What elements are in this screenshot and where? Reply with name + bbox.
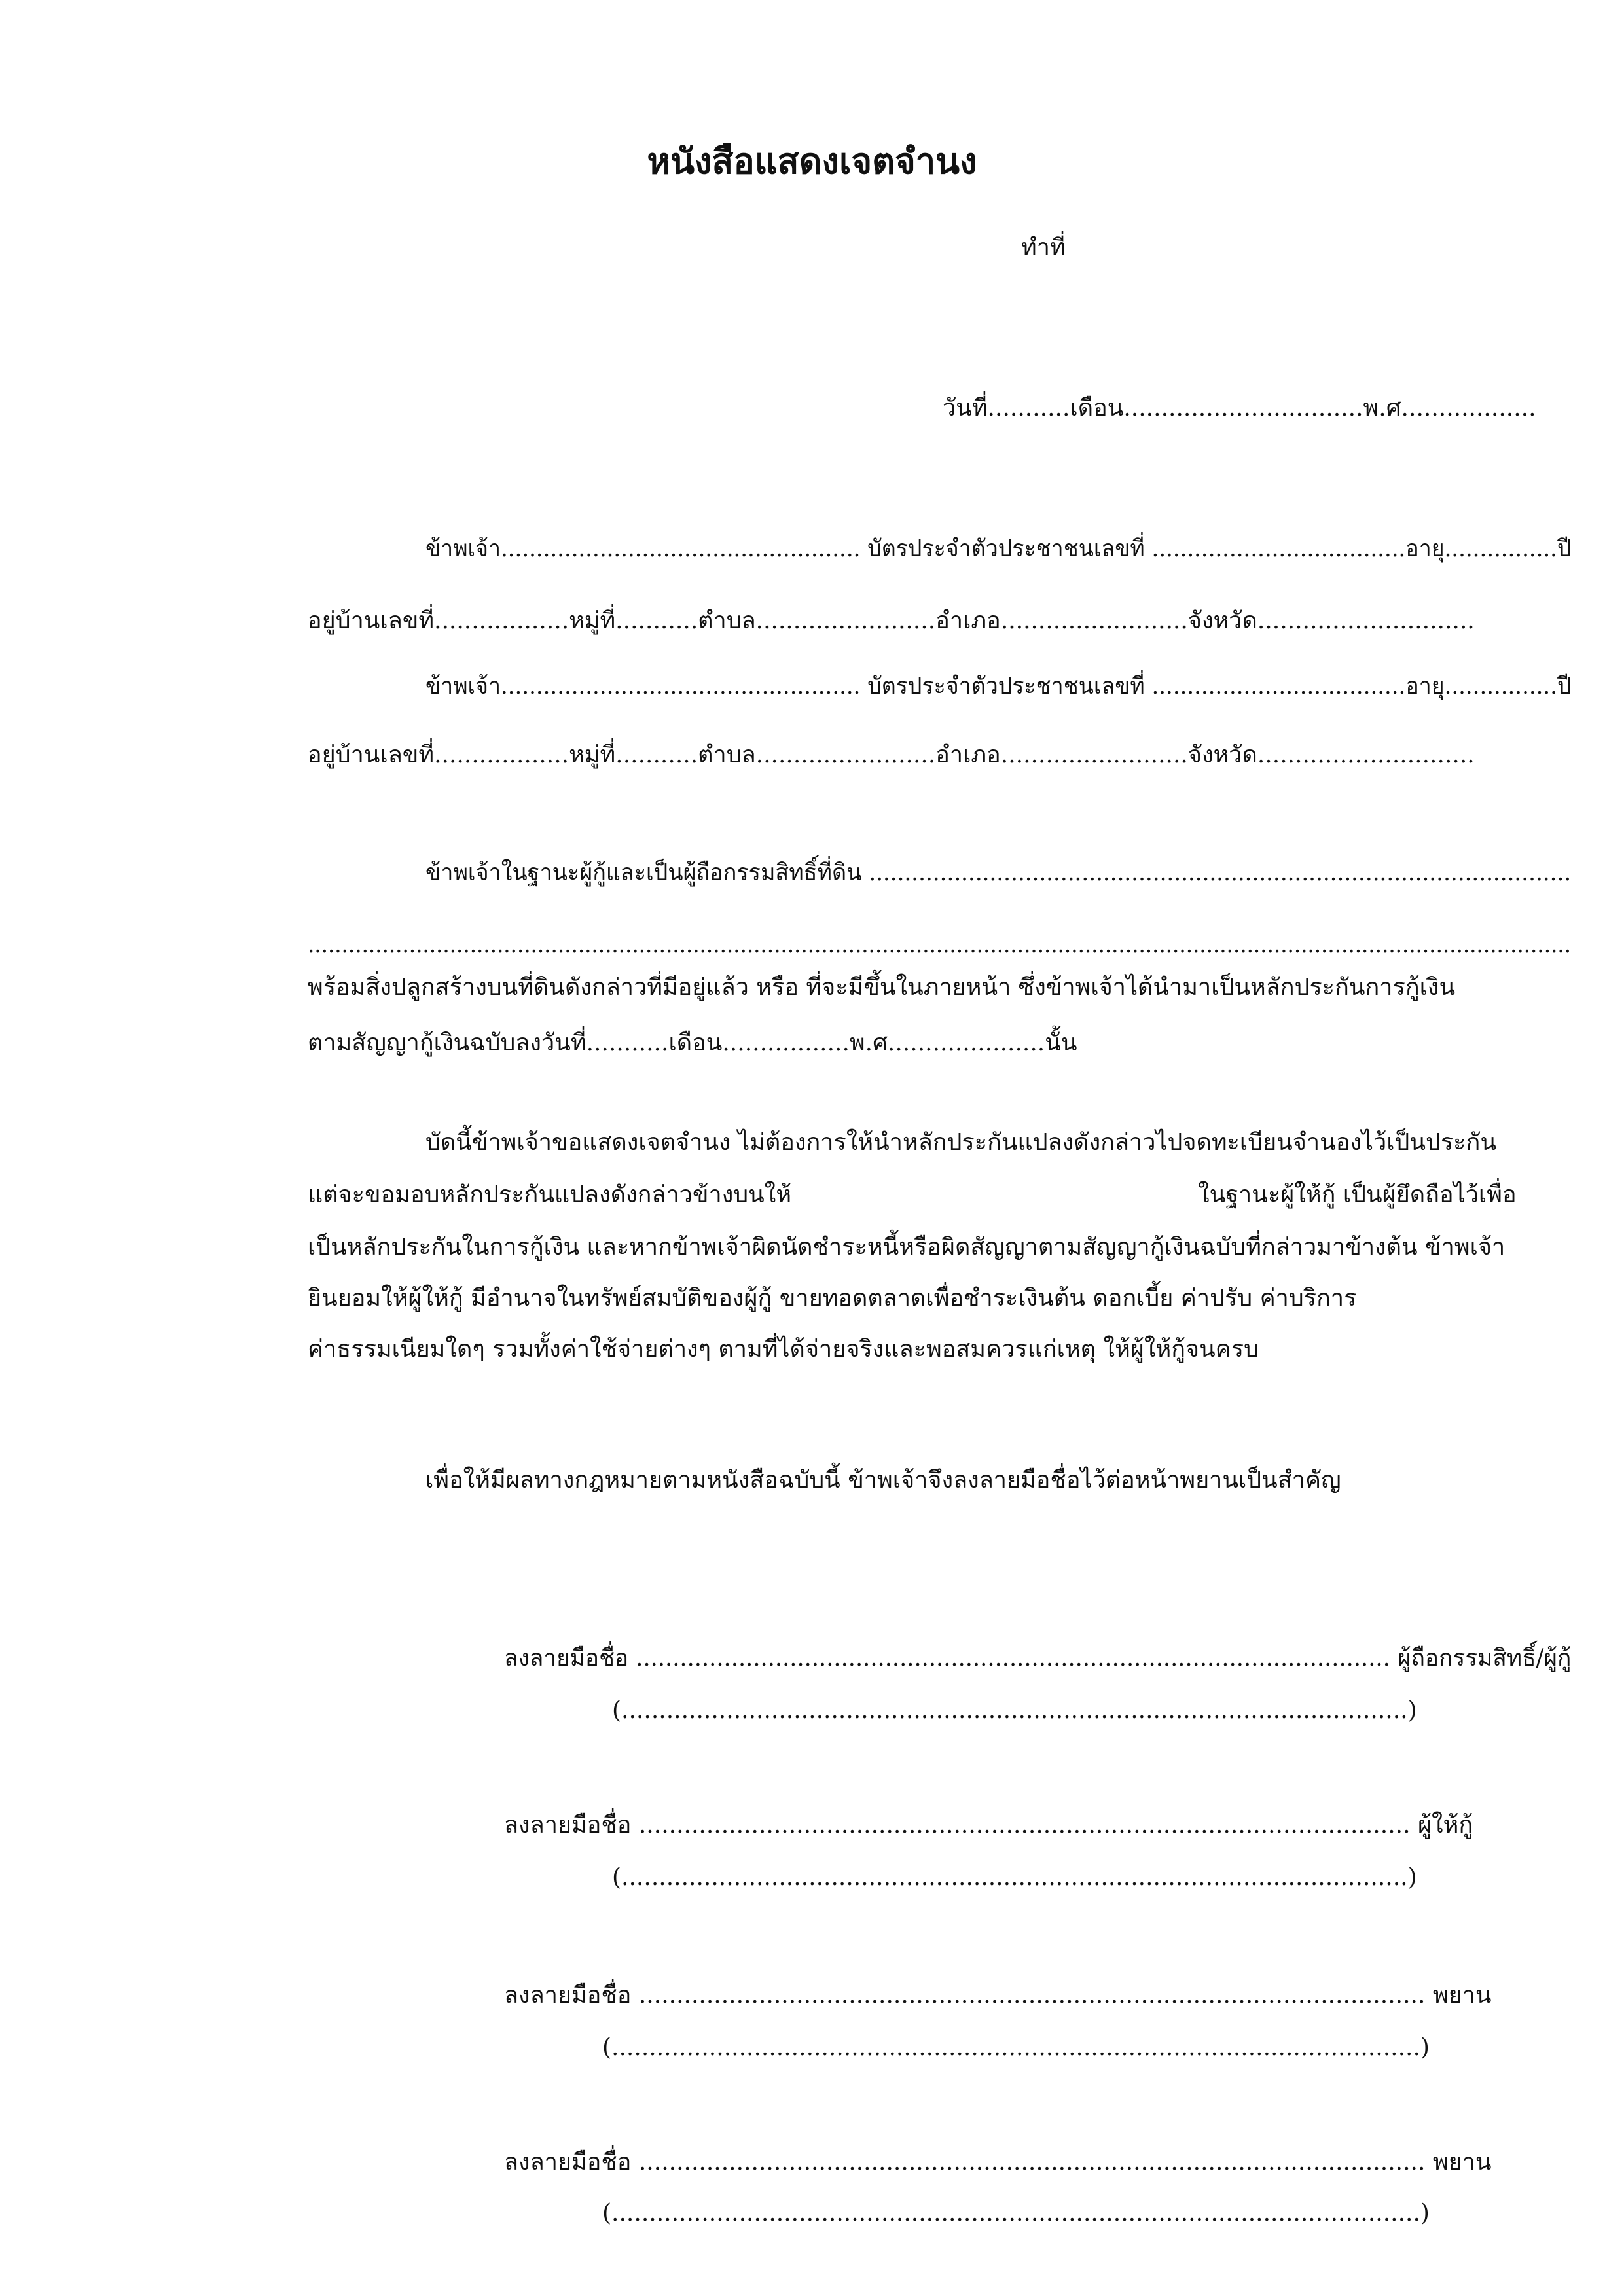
signature-name-witness-1: (............................................................................................................) <box>602 2034 1430 2061</box>
land-line-2: ........................................................................................................................................................................................... <box>308 931 1571 958</box>
land-line-3: พร้อมสิ่งปลูกสร้างบนที่ดินดังกล่าวที่มีอยู่แล้ว หรือ ที่จะมีขึ้นในภายหน้า ซึ่งข้าพเจ้าได้นำมาเป็นหลักประกันการกู้เงิน <box>308 974 1456 1001</box>
party-1-line-2: อยู่บ้านเลขที่..................หมู่ที่...........ตำบล........................อำเภอ.........................จังหวัด............................. <box>308 607 1475 634</box>
signature-line-witness-2: ลงลายมือชื่อ ......................................................................................................... พยาน <box>504 2149 1492 2176</box>
intent-line-3: เป็นหลักประกันในการกู้เงิน และหากข้าพเจ้าผิดนัดชำระหนี้หรือผิดสัญญาตามสัญญากู้เงินฉบับที่กล่าวมาข้างต้น ข้าพเจ้า <box>308 1234 1506 1261</box>
party-1-line-1: ข้าพเจ้า................................................... บัตรประจำตัวประชาชนเลขที่ ....................................อายุ................ปี <box>425 535 1572 562</box>
signature-line-witness-1: ลงลายมือชื่อ ......................................................................................................... พยาน <box>504 1982 1492 2009</box>
intent-line-1: บัดนี้ข้าพเจ้าขอแสดงเจตจำนง ไม่ต้องการให้นำหลักประกันแปลงดังกล่าวไปจดทะเบียนจำนองไว้เป็นประกัน <box>425 1129 1496 1156</box>
intent-line-2a: แต่จะขอมอบหลักประกันแปลงดังกล่าวข้างบนให้ <box>308 1181 792 1208</box>
party-2-line-2: อยู่บ้านเลขที่..................หมู่ที่...........ตำบล........................อำเภอ.........................จังหวัด............................. <box>308 742 1475 768</box>
land-line-1: ข้าพเจ้าในฐานะผู้กู้และเป็นผู้ถือกรรมสิทธิ์ที่ดิน ................................................................................................... <box>425 859 1572 886</box>
signature-name-lender: (.........................................................................................................) <box>612 1864 1417 1891</box>
intent-line-2b: ในฐานะผู้ให้กู้ เป็นผู้ยึดถือไว้เพื่อ <box>1198 1181 1517 1208</box>
date-line: วันที่...........เดือน................................พ.ศ.................. <box>943 395 1536 422</box>
signature-name-owner-borrower: (.........................................................................................................) <box>612 1697 1417 1724</box>
document-title: หนังสือแสดงเจตจำนง <box>647 140 977 182</box>
signature-name-witness-2: (............................................................................................................) <box>602 2200 1430 2227</box>
signature-line-lender: ลงลายมือชื่อ ....................................................................................................... ผู้ให้กู้ <box>504 1812 1473 1839</box>
signature-line-owner-borrower: ลงลายมือชื่อ ....................................................................................................... ผู้ถือกรรมสิทธิ์/ผู้กู้ <box>504 1645 1572 1672</box>
closing-statement: เพื่อให้มีผลทางกฎหมายตามหนังสือฉบับนี้ ข้าพเจ้าจึงลงลายมือชื่อไว้ต่อหน้าพยานเป็นสำคัญ <box>425 1467 1341 1494</box>
intent-line-5: ค่าธรรมเนียมใดๆ รวมทั้งค่าใช้จ่ายต่างๆ ตามที่ได้จ่ายจริงและพอสมควรแก่เหตุ ให้ผู้ให้กู้จนครบ <box>308 1336 1259 1363</box>
party-2-line-1: ข้าพเจ้า................................................... บัตรประจำตัวประชาชนเลขที่ ....................................อายุ................ปี <box>425 673 1572 700</box>
land-line-4: ตามสัญญากู้เงินฉบับลงวันที่...........เดือน.................พ.ศ.....................นั้น <box>308 1030 1077 1056</box>
intent-line-4: ยินยอมให้ผู้ให้กู้ มีอำนาจในทรัพย์สมบัติของผู้กู้ ขายทอดตลาดเพื่อชำระเงินต้น ดอกเบี้ย ค่าปรับ ค่าบริการ <box>308 1285 1357 1312</box>
place-label: ทำที่ <box>1021 234 1066 261</box>
